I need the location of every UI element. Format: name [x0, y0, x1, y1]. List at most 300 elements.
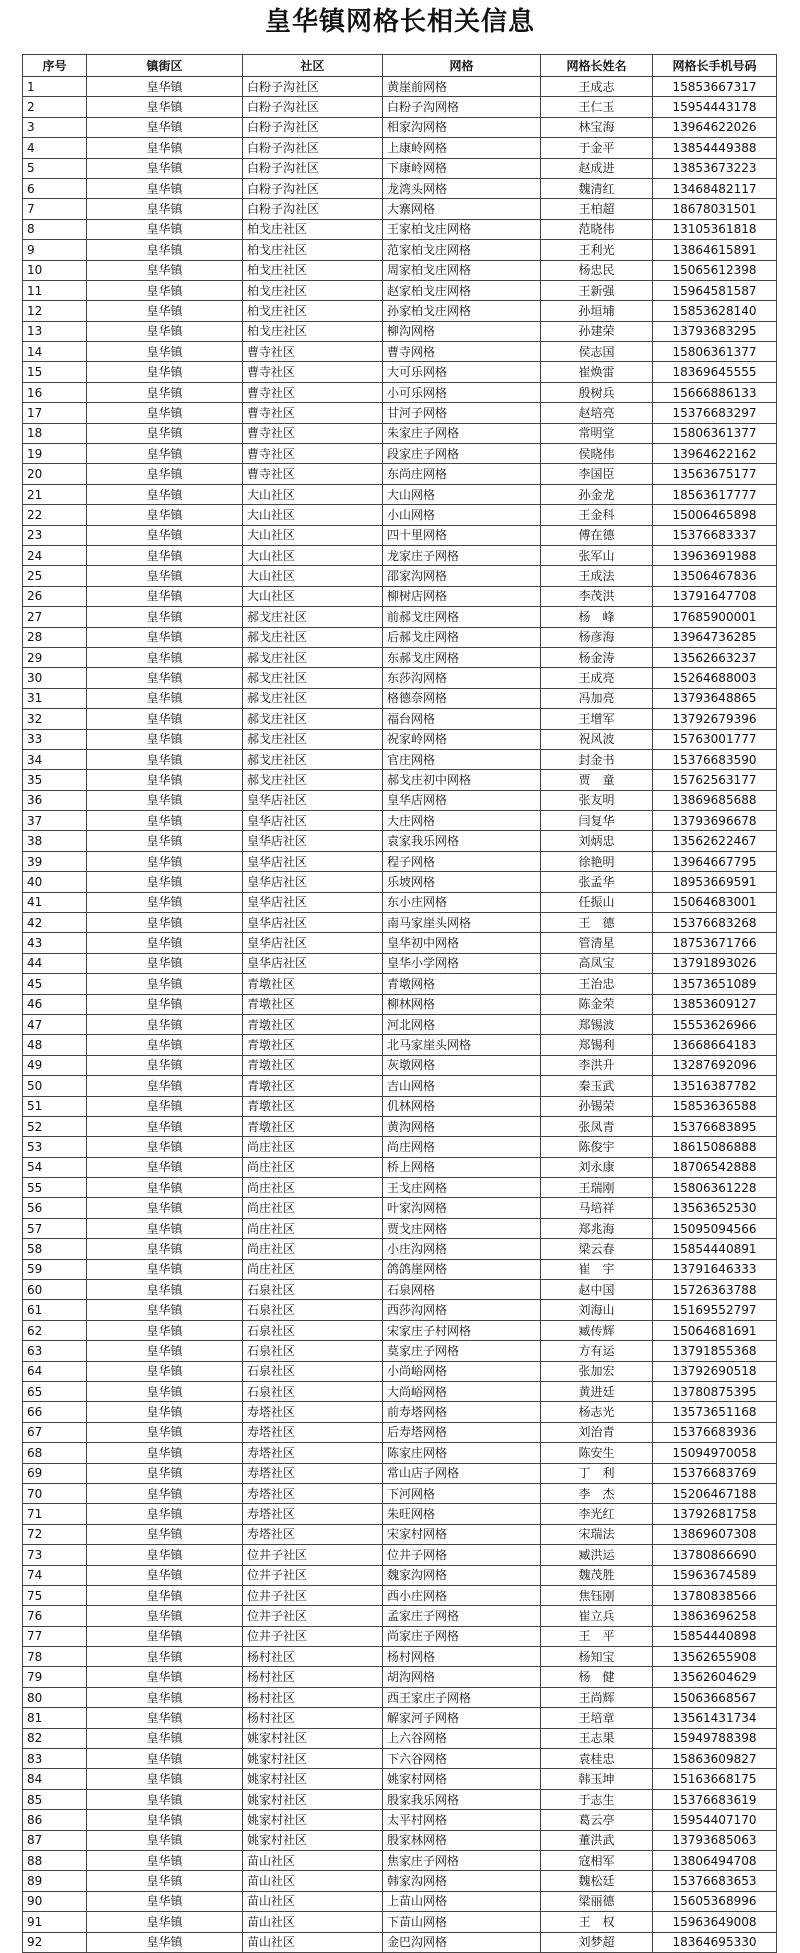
cell-street: 皇华镇 [87, 688, 243, 708]
cell-street: 皇华镇 [87, 1585, 243, 1605]
cell-grid: 韩家沟网格 [383, 1871, 541, 1891]
cell-street: 皇华镇 [87, 1116, 243, 1136]
table-header-row [23, 55, 777, 77]
table-row [23, 1463, 777, 1483]
cell-grid: 祝家岭网格 [383, 729, 541, 749]
table-row [23, 545, 777, 565]
cell-street: 皇华镇 [87, 403, 243, 423]
cell-grid: 龙家庄子网格 [383, 545, 541, 565]
cell-community: 尚庄社区 [243, 1137, 383, 1157]
cell-serial: 86 [23, 1810, 87, 1830]
table-row [23, 668, 777, 688]
table-row [23, 607, 777, 627]
cell-community: 白粉子沟社区 [243, 77, 383, 97]
cell-street: 皇华镇 [87, 1382, 243, 1402]
cell-serial: 6 [23, 178, 87, 198]
cell-phone: 13516387782 [653, 1076, 777, 1096]
cell-leader-name: 孙锡荣 [541, 1096, 653, 1116]
cell-phone: 18369645555 [653, 362, 777, 382]
cell-grid: 殷家林网格 [383, 1830, 541, 1850]
table-row [23, 1504, 777, 1524]
cell-street: 皇华镇 [87, 1361, 243, 1381]
table-row [23, 240, 777, 260]
cell-street: 皇华镇 [87, 199, 243, 219]
cell-leader-name: 陈金荣 [541, 994, 653, 1014]
cell-phone: 13869685688 [653, 790, 777, 810]
cell-street: 皇华镇 [87, 749, 243, 769]
cell-phone: 13792679396 [653, 709, 777, 729]
cell-street: 皇华镇 [87, 444, 243, 464]
cell-community: 姚家村社区 [243, 1830, 383, 1850]
cell-phone: 13562622467 [653, 831, 777, 851]
cell-phone: 15853667317 [653, 77, 777, 97]
page-title: 皇华镇网格长相关信息 [264, 7, 535, 37]
cell-serial: 50 [23, 1076, 87, 1096]
table-row [23, 749, 777, 769]
cell-serial: 89 [23, 1871, 87, 1891]
cell-grid: 宋家村网格 [383, 1524, 541, 1544]
table-row [23, 627, 777, 647]
cell-leader-name: 梁云春 [541, 1239, 653, 1259]
cell-street: 皇华镇 [87, 1545, 243, 1565]
cell-community: 尚庄社区 [243, 1157, 383, 1177]
cell-leader-name: 张加宏 [541, 1361, 653, 1381]
cell-leader-name: 焦钰刚 [541, 1585, 653, 1605]
cell-community: 石泉社区 [243, 1361, 383, 1381]
cell-leader-name: 殷树兵 [541, 382, 653, 402]
cell-grid: 四十里网格 [383, 525, 541, 545]
cell-phone: 13963691988 [653, 545, 777, 565]
cell-grid: 上康岭网格 [383, 138, 541, 158]
table-row [23, 811, 777, 831]
cell-grid: 胡沟网格 [383, 1667, 541, 1687]
cell-serial: 87 [23, 1830, 87, 1850]
cell-community: 位井子社区 [243, 1626, 383, 1646]
cell-phone: 13468482117 [653, 178, 777, 198]
cell-serial: 64 [23, 1361, 87, 1381]
table-row [23, 1687, 777, 1707]
cell-phone: 13854449388 [653, 138, 777, 158]
cell-street: 皇华镇 [87, 1178, 243, 1198]
cell-grid: 孟家庄子网格 [383, 1606, 541, 1626]
table-row [23, 423, 777, 443]
cell-community: 寿塔社区 [243, 1402, 383, 1422]
header-community: 社区 [243, 55, 383, 77]
cell-community: 柏戈庄社区 [243, 301, 383, 321]
table-row [23, 1830, 777, 1850]
cell-serial: 38 [23, 831, 87, 851]
table-row [23, 77, 777, 97]
cell-phone: 13853609127 [653, 994, 777, 1014]
cell-grid: 段家庄子网格 [383, 444, 541, 464]
cell-grid: 官庄网格 [383, 749, 541, 769]
cell-street: 皇华镇 [87, 484, 243, 504]
cell-street: 皇华镇 [87, 301, 243, 321]
cell-grid: 南马家崖头网格 [383, 913, 541, 933]
cell-street: 皇华镇 [87, 1749, 243, 1769]
cell-serial: 73 [23, 1545, 87, 1565]
cell-street: 皇华镇 [87, 1891, 243, 1911]
cell-serial: 53 [23, 1137, 87, 1157]
cell-leader-name: 郑锡波 [541, 1014, 653, 1034]
table-row [23, 1565, 777, 1585]
cell-leader-name: 王金科 [541, 505, 653, 525]
cell-leader-name: 陈俊宇 [541, 1137, 653, 1157]
cell-grid: 孙家柏戈庄网格 [383, 301, 541, 321]
table-row [23, 709, 777, 729]
table-row [23, 1035, 777, 1055]
cell-leader-name: 王新强 [541, 280, 653, 300]
table-row [23, 1728, 777, 1748]
cell-serial: 42 [23, 913, 87, 933]
cell-serial: 10 [23, 260, 87, 280]
cell-community: 石泉社区 [243, 1341, 383, 1361]
cell-community: 青墩社区 [243, 994, 383, 1014]
cell-serial: 72 [23, 1524, 87, 1544]
cell-grid: 下六谷网格 [383, 1749, 541, 1769]
cell-leader-name: 杨彦海 [541, 627, 653, 647]
cell-serial: 24 [23, 545, 87, 565]
cell-phone: 13793648865 [653, 688, 777, 708]
table-row [23, 1483, 777, 1503]
cell-street: 皇华镇 [87, 423, 243, 443]
cell-leader-name: 刘炳忠 [541, 831, 653, 851]
cell-grid: 小尚峪网格 [383, 1361, 541, 1381]
cell-grid: 柳树店网格 [383, 586, 541, 606]
cell-street: 皇华镇 [87, 321, 243, 341]
cell-serial: 20 [23, 464, 87, 484]
cell-serial: 27 [23, 607, 87, 627]
cell-serial: 2 [23, 97, 87, 117]
cell-phone: 17685900001 [653, 607, 777, 627]
cell-serial: 78 [23, 1647, 87, 1667]
table-row [23, 729, 777, 749]
cell-phone: 18563617777 [653, 484, 777, 504]
cell-community: 位井子社区 [243, 1585, 383, 1605]
cell-serial: 35 [23, 770, 87, 790]
table-row [23, 1606, 777, 1626]
cell-grid: 大寨网格 [383, 199, 541, 219]
cell-leader-name: 傅在德 [541, 525, 653, 545]
cell-community: 曹寺社区 [243, 403, 383, 423]
cell-phone: 15376683653 [653, 1871, 777, 1891]
cell-leader-name: 管清星 [541, 933, 653, 953]
cell-phone: 13562604629 [653, 1667, 777, 1687]
cell-community: 青墩社区 [243, 1076, 383, 1096]
cell-phone: 15954407170 [653, 1810, 777, 1830]
cell-street: 皇华镇 [87, 1096, 243, 1116]
cell-street: 皇华镇 [87, 464, 243, 484]
table-row [23, 1280, 777, 1300]
cell-serial: 17 [23, 403, 87, 423]
cell-phone: 13863696258 [653, 1606, 777, 1626]
cell-phone: 15726363788 [653, 1280, 777, 1300]
table-row [23, 1014, 777, 1034]
cell-grid: 杨村网格 [383, 1647, 541, 1667]
cell-grid: 邵家沟网格 [383, 566, 541, 586]
cell-grid: 解家河子网格 [383, 1708, 541, 1728]
cell-phone: 13780866690 [653, 1545, 777, 1565]
cell-street: 皇华镇 [87, 1565, 243, 1585]
cell-phone: 15376683590 [653, 749, 777, 769]
cell-leader-name: 侯晓伟 [541, 444, 653, 464]
cell-leader-name: 寇相军 [541, 1850, 653, 1870]
cell-grid: 柳林网格 [383, 994, 541, 1014]
cell-serial: 88 [23, 1850, 87, 1870]
cell-phone: 15963649008 [653, 1912, 777, 1932]
cell-grid: 大可乐网格 [383, 362, 541, 382]
cell-street: 皇华镇 [87, 1606, 243, 1626]
cell-community: 石泉社区 [243, 1382, 383, 1402]
cell-community: 大山社区 [243, 545, 383, 565]
cell-community: 杨村社区 [243, 1647, 383, 1667]
cell-street: 皇华镇 [87, 178, 243, 198]
cell-grid: 下河网格 [383, 1483, 541, 1503]
cell-phone: 15376683297 [653, 403, 777, 423]
cell-community: 石泉社区 [243, 1320, 383, 1340]
table-row [23, 1585, 777, 1605]
cell-street: 皇华镇 [87, 505, 243, 525]
cell-community: 尚庄社区 [243, 1178, 383, 1198]
cell-serial: 5 [23, 158, 87, 178]
cell-street: 皇华镇 [87, 709, 243, 729]
cell-phone: 13562655908 [653, 1647, 777, 1667]
cell-community: 郝戈庄社区 [243, 709, 383, 729]
cell-community: 曹寺社区 [243, 423, 383, 443]
cell-community: 柏戈庄社区 [243, 321, 383, 341]
cell-grid: 白粉子沟网格 [383, 97, 541, 117]
table-row [23, 1850, 777, 1870]
cell-phone: 15806361228 [653, 1178, 777, 1198]
table-row [23, 199, 777, 219]
cell-community: 姚家村社区 [243, 1749, 383, 1769]
table-row [23, 770, 777, 790]
cell-community: 大山社区 [243, 586, 383, 606]
cell-serial: 69 [23, 1463, 87, 1483]
cell-grid: 位井子网格 [383, 1545, 541, 1565]
cell-phone: 13791893026 [653, 953, 777, 973]
cell-street: 皇华镇 [87, 1810, 243, 1830]
table-row [23, 1341, 777, 1361]
cell-leader-name: 魏清红 [541, 178, 653, 198]
cell-community: 苗山社区 [243, 1850, 383, 1870]
cell-grid: 袁家我乐网格 [383, 831, 541, 851]
cell-street: 皇华镇 [87, 219, 243, 239]
cell-serial: 8 [23, 219, 87, 239]
cell-community: 曹寺社区 [243, 444, 383, 464]
cell-community: 大山社区 [243, 484, 383, 504]
cell-grid: 乐坡网格 [383, 872, 541, 892]
cell-street: 皇华镇 [87, 1667, 243, 1687]
cell-community: 姚家村社区 [243, 1810, 383, 1830]
cell-community: 杨村社区 [243, 1708, 383, 1728]
table-row [23, 280, 777, 300]
cell-street: 皇华镇 [87, 1443, 243, 1463]
cell-phone: 18953669591 [653, 872, 777, 892]
cell-grid: 黄沟网格 [383, 1116, 541, 1136]
cell-leader-name: 秦玉武 [541, 1076, 653, 1096]
cell-grid: 莫家庄子网格 [383, 1341, 541, 1361]
cell-phone: 15949788398 [653, 1728, 777, 1748]
cell-community: 白粉子沟社区 [243, 158, 383, 178]
cell-grid: 尚庄网格 [383, 1137, 541, 1157]
table-row [23, 1055, 777, 1075]
cell-community: 大山社区 [243, 505, 383, 525]
cell-street: 皇华镇 [87, 647, 243, 667]
cell-leader-name: 孙建荣 [541, 321, 653, 341]
cell-phone: 13573651089 [653, 974, 777, 994]
table-row [23, 1912, 777, 1932]
cell-leader-name: 杨忠民 [541, 260, 653, 280]
cell-leader-name: 于志生 [541, 1789, 653, 1809]
cell-grid: 殷家我乐网格 [383, 1789, 541, 1809]
cell-serial: 41 [23, 892, 87, 912]
cell-street: 皇华镇 [87, 280, 243, 300]
cell-street: 皇华镇 [87, 668, 243, 688]
cell-community: 尚庄社区 [243, 1198, 383, 1218]
cell-community: 郝戈庄社区 [243, 627, 383, 647]
cell-phone: 13563675177 [653, 464, 777, 484]
table-row [23, 1891, 777, 1911]
cell-leader-name: 李国臣 [541, 464, 653, 484]
cell-serial: 68 [23, 1443, 87, 1463]
cell-community: 杨村社区 [243, 1687, 383, 1707]
cell-leader-name: 赵培亮 [541, 403, 653, 423]
table-row [23, 1524, 777, 1544]
cell-phone: 15863609827 [653, 1749, 777, 1769]
cell-street: 皇华镇 [87, 811, 243, 831]
cell-community: 郝戈庄社区 [243, 647, 383, 667]
cell-serial: 30 [23, 668, 87, 688]
cell-community: 皇华店社区 [243, 790, 383, 810]
cell-community: 郝戈庄社区 [243, 668, 383, 688]
table-row [23, 1300, 777, 1320]
table-row [23, 342, 777, 362]
cell-street: 皇华镇 [87, 77, 243, 97]
cell-leader-name: 张军山 [541, 545, 653, 565]
cell-leader-name: 张凤青 [541, 1116, 653, 1136]
cell-street: 皇华镇 [87, 1341, 243, 1361]
cell-phone: 18706542888 [653, 1157, 777, 1177]
cell-leader-name: 祝风波 [541, 729, 653, 749]
cell-phone: 15163668175 [653, 1769, 777, 1789]
cell-community: 苗山社区 [243, 1871, 383, 1891]
cell-leader-name: 赵中国 [541, 1280, 653, 1300]
cell-community: 皇华店社区 [243, 933, 383, 953]
table-row [23, 403, 777, 423]
table-row [23, 1198, 777, 1218]
cell-phone: 15806361377 [653, 423, 777, 443]
cell-grid: 仉林网格 [383, 1096, 541, 1116]
table-row [23, 97, 777, 117]
table-row [23, 586, 777, 606]
cell-serial: 63 [23, 1341, 87, 1361]
cell-street: 皇华镇 [87, 1014, 243, 1034]
cell-street: 皇华镇 [87, 607, 243, 627]
cell-grid: 皇华店网格 [383, 790, 541, 810]
cell-serial: 36 [23, 790, 87, 810]
cell-grid: 陈家庄网格 [383, 1443, 541, 1463]
header-street: 镇街区 [87, 55, 243, 77]
cell-community: 皇华店社区 [243, 892, 383, 912]
cell-grid: 小庄沟网格 [383, 1239, 541, 1259]
cell-grid: 西小庄网格 [383, 1585, 541, 1605]
cell-community: 皇华店社区 [243, 851, 383, 871]
cell-phone: 15064681691 [653, 1320, 777, 1340]
cell-community: 皇华店社区 [243, 872, 383, 892]
cell-grid: 皇华小学网格 [383, 953, 541, 973]
table-row [23, 1545, 777, 1565]
cell-phone: 13105361818 [653, 219, 777, 239]
cell-street: 皇华镇 [87, 974, 243, 994]
cell-grid: 桥上网格 [383, 1157, 541, 1177]
cell-street: 皇华镇 [87, 362, 243, 382]
cell-leader-name: 臧传辉 [541, 1320, 653, 1340]
cell-community: 白粉子沟社区 [243, 97, 383, 117]
cell-leader-name: 崔焕雷 [541, 362, 653, 382]
cell-leader-name: 黄进廷 [541, 1382, 653, 1402]
cell-leader-name: 王成志 [541, 77, 653, 97]
cell-phone: 15376683337 [653, 525, 777, 545]
cell-community: 苗山社区 [243, 1932, 383, 1952]
cell-grid: 程子网格 [383, 851, 541, 871]
cell-serial: 57 [23, 1218, 87, 1238]
cell-grid: 焦家庄子网格 [383, 1850, 541, 1870]
cell-street: 皇华镇 [87, 1626, 243, 1646]
cell-serial: 70 [23, 1483, 87, 1503]
cell-leader-name: 刘梦超 [541, 1932, 653, 1952]
cell-leader-name: 高凤宝 [541, 953, 653, 973]
cell-serial: 16 [23, 382, 87, 402]
cell-serial: 1 [23, 77, 87, 97]
cell-phone: 15065612398 [653, 260, 777, 280]
header-leader-name: 网格长姓名 [541, 55, 653, 77]
cell-street: 皇华镇 [87, 1789, 243, 1809]
cell-community: 柏戈庄社区 [243, 219, 383, 239]
cell-grid: 甘河子网格 [383, 403, 541, 423]
cell-leader-name: 贾 童 [541, 770, 653, 790]
table-row [23, 525, 777, 545]
cell-street: 皇华镇 [87, 1300, 243, 1320]
cell-community: 白粉子沟社区 [243, 138, 383, 158]
cell-serial: 49 [23, 1055, 87, 1075]
cell-grid: 后郝戈庄网格 [383, 627, 541, 647]
cell-serial: 4 [23, 138, 87, 158]
table-row [23, 117, 777, 137]
table-row [23, 872, 777, 892]
cell-grid: 黄崖前网格 [383, 77, 541, 97]
cell-serial: 47 [23, 1014, 87, 1034]
cell-community: 柏戈庄社区 [243, 280, 383, 300]
cell-phone: 15063668567 [653, 1687, 777, 1707]
cell-serial: 3 [23, 117, 87, 137]
cell-serial: 15 [23, 362, 87, 382]
cell-serial: 26 [23, 586, 87, 606]
cell-serial: 79 [23, 1667, 87, 1687]
cell-street: 皇华镇 [87, 1912, 243, 1932]
cell-community: 杨村社区 [243, 1667, 383, 1687]
cell-leader-name: 王成亮 [541, 668, 653, 688]
cell-leader-name: 张孟华 [541, 872, 653, 892]
cell-phone: 13964622162 [653, 444, 777, 464]
cell-leader-name: 孙垣埔 [541, 301, 653, 321]
cell-grid: 大尚峪网格 [383, 1382, 541, 1402]
cell-phone: 15376683619 [653, 1789, 777, 1809]
cell-street: 皇华镇 [87, 260, 243, 280]
cell-grid: 东小庄网格 [383, 892, 541, 912]
cell-street: 皇华镇 [87, 627, 243, 647]
cell-street: 皇华镇 [87, 1647, 243, 1667]
